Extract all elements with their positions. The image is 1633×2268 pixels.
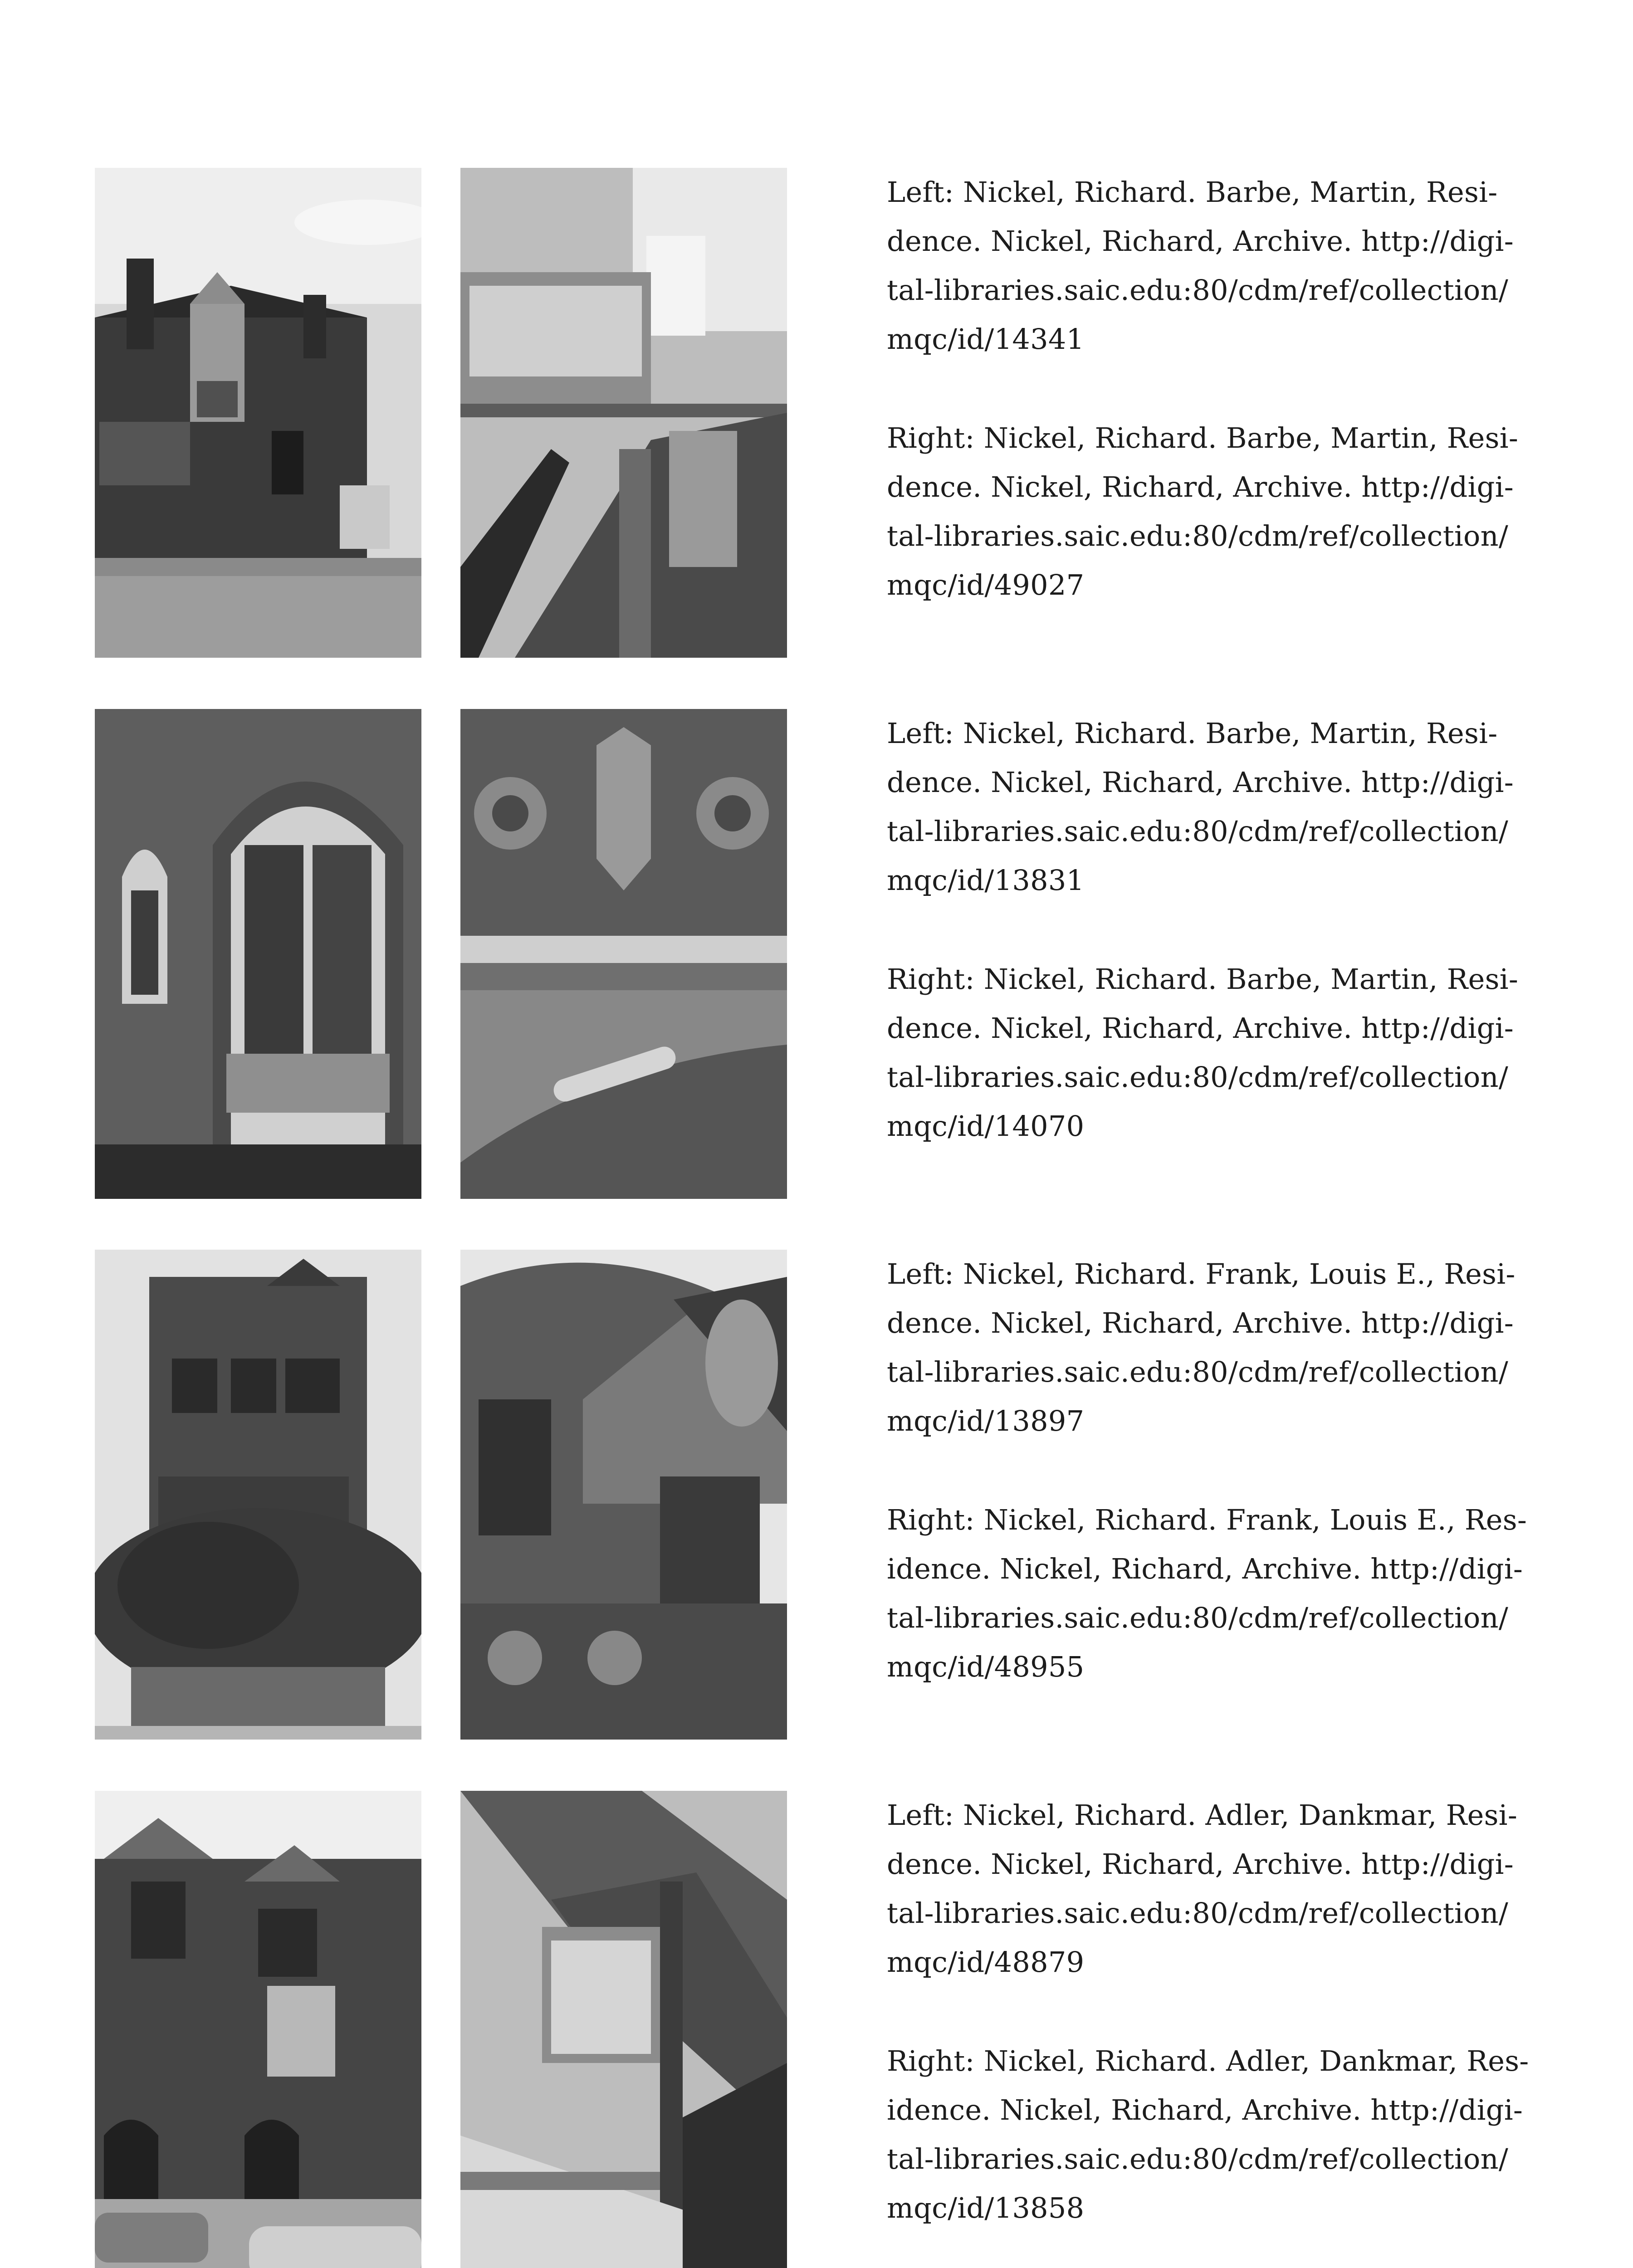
- caption-line: mqc/id/14070: [887, 1110, 1085, 1143]
- caption-line: Right: Nickel, Richard. Barbe, Martin, Resi-: [887, 421, 1519, 455]
- caption-line: mqc/id/48879: [887, 1945, 1085, 1979]
- caption-line: mqc/id/13897: [887, 1404, 1085, 1437]
- caption-line: tal-libraries.saic.edu:80/cdm/ref/collection/: [887, 519, 1509, 552]
- caption-line: Left: Nickel, Richard. Frank, Louis E., Resi-: [887, 1257, 1516, 1290]
- caption-block-row-2: [887, 709, 1531, 1201]
- photo-row-2: [0, 709, 1633, 1199]
- caption-line: mqc/id/13831: [887, 864, 1085, 897]
- photo-row-3: [0, 1250, 1633, 1740]
- caption-line: tal-libraries.saic.edu:80/cdm/ref/collection/: [887, 815, 1509, 848]
- caption-left: [887, 1250, 1531, 1446]
- caption-line: tal-libraries.saic.edu:80/cdm/ref/collection/: [887, 1061, 1509, 1094]
- caption-line: tal-libraries.saic.edu:80/cdm/ref/collection/: [887, 1897, 1509, 1930]
- caption-line: tal-libraries.saic.edu:80/cdm/ref/collection/: [887, 274, 1509, 307]
- caption-line: dence. Nickel, Richard, Archive. http://digi-: [887, 1306, 1514, 1339]
- caption-line: mqc/id/48955: [887, 1650, 1085, 1683]
- caption-line: tal-libraries.saic.edu:80/cdm/ref/collection/: [887, 1355, 1509, 1388]
- caption-line: dence. Nickel, Richard, Archive. http://digi-: [887, 225, 1514, 258]
- caption-line: Right: Nickel, Richard. Frank, Louis E., Res-: [887, 1503, 1527, 1536]
- caption-line: Right: Nickel, Richard. Adler, Dankmar, Res-: [887, 2044, 1529, 2077]
- caption-block-row-1: [887, 168, 1531, 660]
- caption-line: Left: Nickel, Richard. Barbe, Martin, Resi-: [887, 176, 1498, 209]
- caption-block-row-4: [887, 1791, 1531, 2268]
- photo-row-1: [0, 168, 1633, 658]
- caption-line: mqc/id/14341: [887, 323, 1085, 356]
- caption-left: [887, 1791, 1531, 1987]
- photo-barbe-residence-exterior: [95, 168, 421, 658]
- caption-line: Right: Nickel, Richard. Barbe, Martin, Resi-: [887, 963, 1519, 996]
- caption-block-row-3: [887, 1250, 1531, 1741]
- caption-left: [887, 709, 1531, 905]
- photo-row-4: [0, 1791, 1633, 2268]
- caption-line: dence. Nickel, Richard, Archive. http://digi-: [887, 470, 1514, 503]
- caption-right: [887, 955, 1531, 1151]
- caption-line: dence. Nickel, Richard, Archive. http://digi-: [887, 1848, 1514, 1881]
- caption-line: dence. Nickel, Richard, Archive. http://digi-: [887, 1012, 1514, 1045]
- caption-line: mqc/id/49027: [887, 568, 1085, 601]
- photo-barbe-residence-ornament: [460, 709, 787, 1199]
- caption-line: idence. Nickel, Richard, Archive. http://digi-: [887, 1552, 1523, 1585]
- caption-line: dence. Nickel, Richard, Archive. http://digi-: [887, 766, 1514, 799]
- caption-line: tal-libraries.saic.edu:80/cdm/ref/collection/: [887, 2142, 1509, 2175]
- caption-line: Left: Nickel, Richard. Adler, Dankmar, Resi-: [887, 1799, 1518, 1832]
- caption-left: [887, 168, 1531, 364]
- caption-right: [887, 2037, 1531, 2233]
- caption-line: Left: Nickel, Richard. Barbe, Martin, Resi-: [887, 717, 1498, 750]
- caption-line: idence. Nickel, Richard, Archive. http://digi-: [887, 2093, 1523, 2126]
- caption-right: [887, 1496, 1531, 1691]
- photo-frank-residence-detail: [460, 1250, 787, 1740]
- photo-frank-residence-exterior: [95, 1250, 421, 1740]
- caption-line: mqc/id/13858: [887, 2191, 1085, 2224]
- photo-barbe-residence-staircase: [460, 168, 787, 658]
- caption-right: [887, 414, 1531, 610]
- photo-adler-residence-exterior: [95, 1791, 421, 2268]
- caption-line: tal-libraries.saic.edu:80/cdm/ref/collection/: [887, 1601, 1509, 1634]
- photo-adler-residence-staircase: [460, 1791, 787, 2268]
- photo-barbe-residence-window: [95, 709, 421, 1199]
